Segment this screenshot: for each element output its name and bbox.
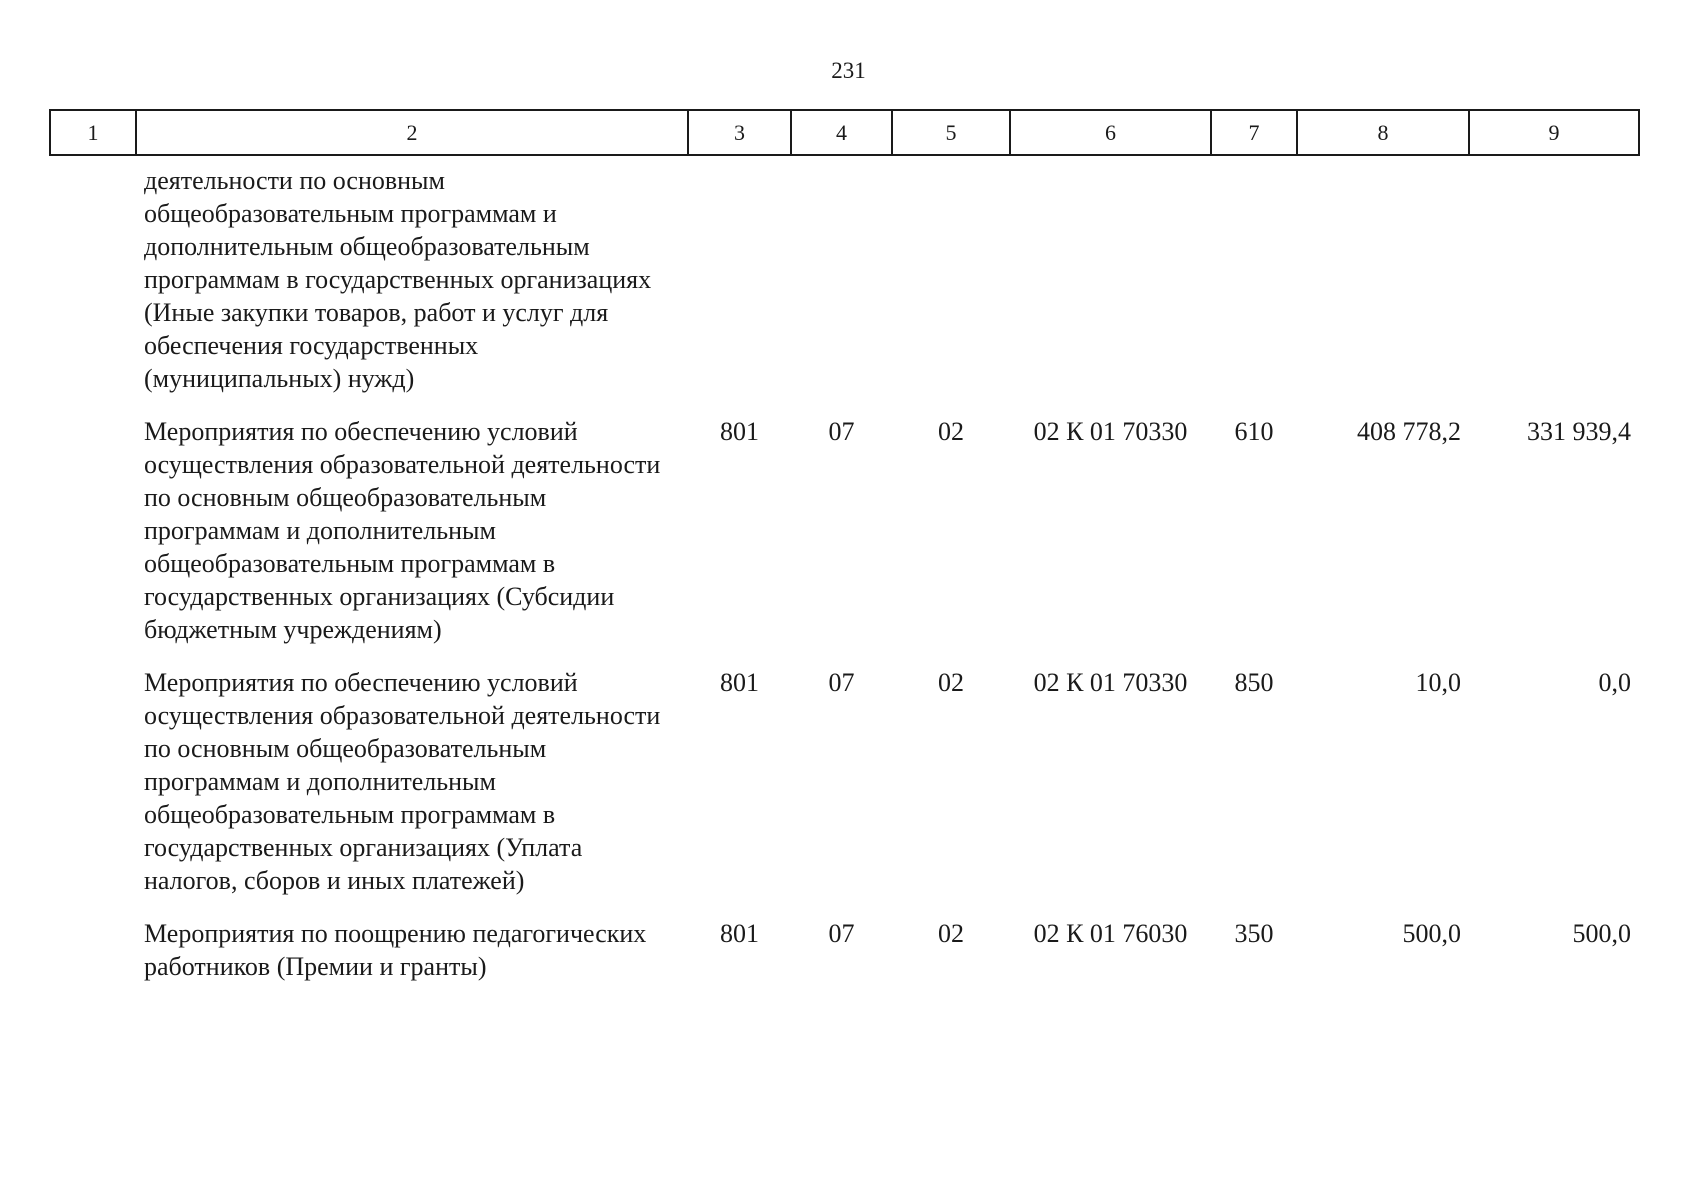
cell-target-article: 02 К 01 76030 [1033,919,1188,948]
table-row [50,909,1639,995]
cell-section: 07 [828,919,855,948]
cell-subsection: 02 [938,919,964,948]
header-row [50,110,1639,155]
cell-subsection: 02 [938,668,964,697]
cell-subsection: 02 [938,417,964,446]
table-header [50,110,1639,155]
cell-amount-2: 331 939,4 [1527,417,1631,446]
cell-amount-1: 408 778,2 [1357,417,1461,446]
header-col-1: 1 [50,110,136,155]
table-row [50,407,1639,658]
cell-ministry: 801 [720,668,759,697]
cell-target-article: 02 К 01 70330 [1033,668,1188,697]
cell-amount-2: 500,0 [1572,919,1631,948]
row-name: Мероприятия по поощрению педагогических работников (Премии и гранты) [144,919,647,981]
row-name: Мероприятия по обеспечению условий осуществления образовательной деятельности по основным общеобразовательным программам и дополнительным общеобразовательным программам в государственных организациях (Уплата налогов, сборов и иных платежей) [144,668,661,895]
header-col-7: 7 [1211,110,1297,155]
table-row-continued [50,155,1639,407]
header-col-2: 2 [136,110,688,155]
header-col-8: 8 [1297,110,1469,155]
table-body [50,155,1639,995]
cell-expense-type: 850 [1234,668,1274,697]
header-col-9: 9 [1469,110,1639,155]
budget-table [49,109,1640,995]
header-col-4: 4 [791,110,892,155]
cell-target-article: 02 К 01 70330 [1033,417,1188,446]
cell-section: 07 [828,668,855,697]
cell-amount-1: 500,0 [1402,919,1461,948]
cell-ministry: 801 [720,417,759,446]
header-col-5: 5 [892,110,1010,155]
cell-expense-type: 610 [1234,417,1274,446]
cell-col-1 [50,155,136,407]
cell-ministry: 801 [720,919,759,948]
cell-section: 07 [828,417,855,446]
row-name-continued: деятельности по основным общеобразовательным программам и дополнительным общеобразовательным программам в государственных организациях (Иные закупки товаров, работ и услуг для обеспечения государственных (муниципальных) нужд) [144,166,652,393]
header-col-6: 6 [1010,110,1211,155]
cell-amount-1: 10,0 [1415,668,1461,697]
cell-amount-2: 0,0 [1598,668,1631,697]
header-col-3: 3 [688,110,791,155]
table-row [50,658,1639,909]
cell-expense-type: 350 [1234,919,1274,948]
page-number: 231 [831,58,866,83]
row-name: Мероприятия по обеспечению условий осуществления образовательной деятельности по основным общеобразовательным программам и дополнительным общеобразовательным программам в государственных организациях (Субсидии бюджетным учреждениям) [144,417,661,644]
